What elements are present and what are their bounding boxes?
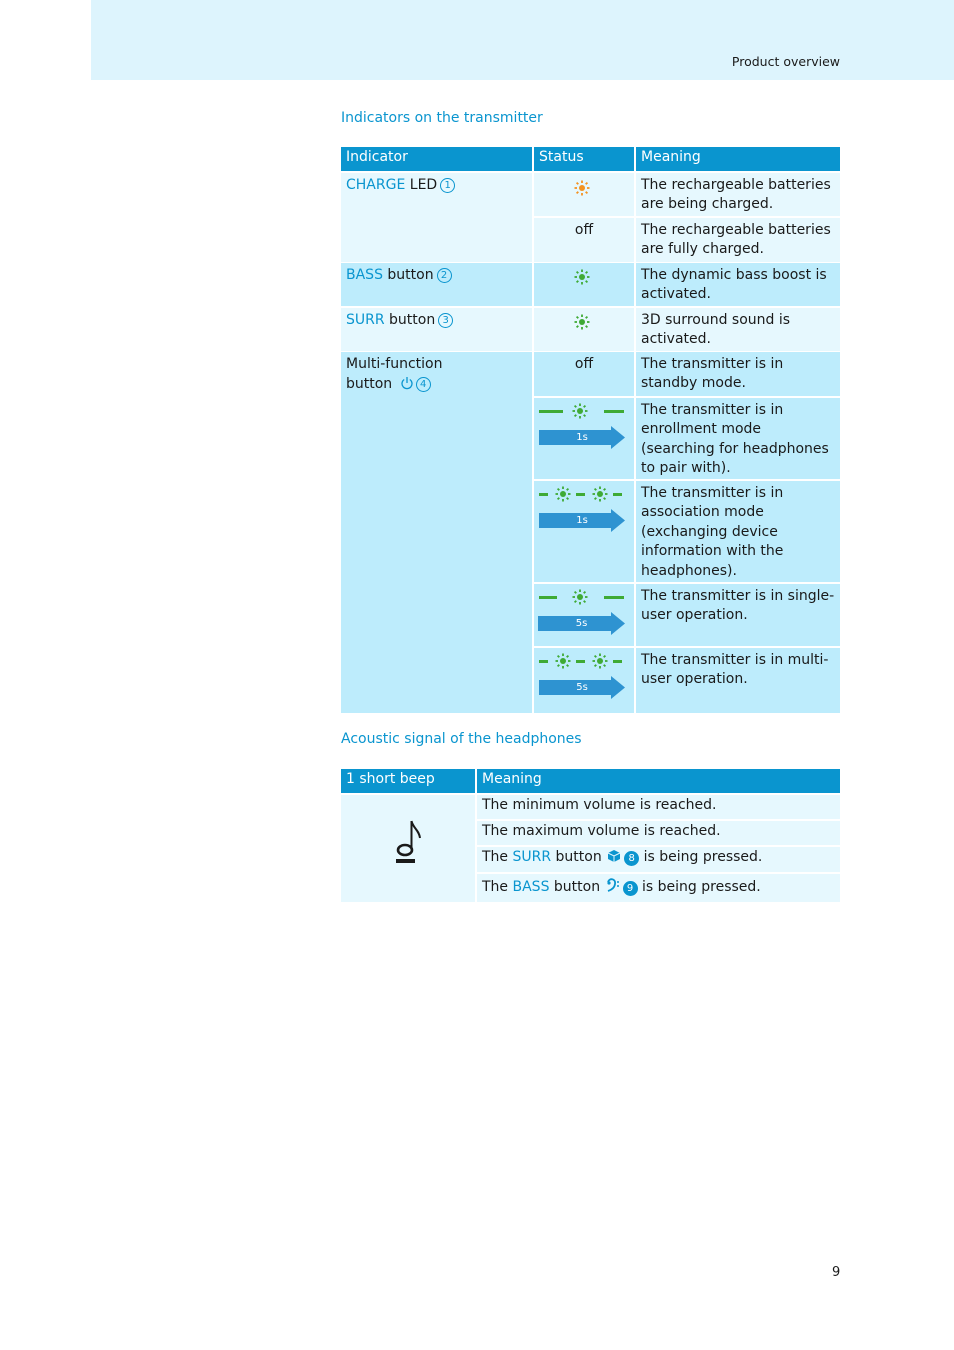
bass-suffix: button (382, 267, 434, 283)
header-meaning: Meaning (636, 147, 840, 171)
meaning-standby: The transmitter is in standby mode. (636, 352, 840, 396)
acoustic-heading: Acoustic signal of the headphones (341, 731, 582, 747)
arrow-label: 1s (576, 515, 588, 526)
orange-led-icon (574, 180, 590, 196)
arrow-1s (539, 426, 625, 449)
multi-line2: button (346, 376, 393, 393)
dash-short (539, 660, 548, 663)
arrow-5s (539, 676, 625, 699)
circled-number-4: 4 (416, 377, 431, 392)
dash-short (539, 493, 548, 496)
green-led-icon (572, 589, 588, 605)
acoustic-row-min-volume: The minimum volume is reached. (477, 795, 840, 819)
dash-long (539, 596, 557, 599)
surround-cube-icon (607, 849, 621, 863)
status-off: off (534, 218, 634, 262)
surr-post: is being pressed. (639, 849, 763, 865)
meaning-multi-user: The transmitter is in multi-user operation. (636, 648, 840, 713)
multi-line1: Multi-function (346, 356, 443, 372)
arrow-label: 5s (576, 682, 588, 693)
status-enrollment (534, 398, 634, 479)
arrow-label: 5s (575, 618, 588, 629)
page-number: 9 (832, 1265, 841, 1280)
meaning-surr: 3D surround sound is activated. (636, 308, 840, 351)
status-multi-user (534, 648, 634, 713)
surr-name: SURR (512, 849, 552, 865)
bass-name: BASS (512, 879, 550, 895)
music-note-icon (394, 818, 424, 864)
surr-name: SURR (346, 312, 385, 328)
surr-suffix: button (384, 312, 436, 328)
green-led-icon (592, 653, 608, 669)
dash-short (576, 493, 585, 496)
dash-short (613, 493, 622, 496)
green-led-icon (555, 653, 571, 669)
acoustic-row-surr (477, 847, 840, 872)
status-surr (534, 308, 634, 351)
meaning-bass: The dynamic bass boost is activated. (636, 263, 840, 306)
header-acoustic-meaning: Meaning (477, 769, 840, 793)
meaning-single-user: The transmitter is in single-user operation. (636, 584, 840, 646)
indicator-charge-led (341, 173, 532, 262)
green-led-icon (572, 403, 588, 419)
arrow-5s (538, 612, 625, 635)
bass-name: BASS (346, 267, 383, 283)
meaning-association: The transmitter is in association mode (exchanging device information with the headphones). (636, 481, 840, 582)
dash-short (613, 660, 622, 663)
acoustic-row-max-volume: The maximum volume is reached. (477, 821, 840, 845)
indicator-surr-button (341, 308, 532, 351)
status-bass (534, 263, 634, 306)
section-label: Product overview (731, 54, 840, 69)
acoustic-row-bass (477, 874, 840, 902)
status-standby: off (534, 352, 634, 396)
arrow-label: 1s (576, 432, 588, 443)
surr-mid: button (551, 849, 602, 865)
dash-long (539, 410, 563, 413)
circled-number-1: 1 (440, 178, 455, 193)
charge-suffix: LED (405, 177, 438, 193)
circled-number-2: 2 (437, 268, 452, 283)
dash-long (604, 596, 624, 599)
filled-number-9: 9 (623, 881, 638, 896)
bass-clef-icon (606, 878, 620, 893)
meaning-charged: The rechargeable batteries are fully charged. (636, 218, 840, 262)
circled-number-3: 3 (438, 313, 453, 328)
status-charging (534, 173, 634, 216)
indicator-bass-button (341, 263, 532, 306)
indicator-multi-function-button (341, 352, 532, 713)
transmitter-heading: Indicators on the transmitter (341, 110, 543, 126)
surr-pre: The (482, 849, 513, 865)
dash-short (576, 660, 585, 663)
header-short-beep: 1 short beep (341, 769, 475, 793)
header-status: Status (534, 147, 634, 171)
green-led-icon (555, 486, 571, 502)
bass-mid: button (549, 879, 601, 895)
status-single-user (534, 584, 634, 646)
filled-number-8: 8 (624, 851, 639, 866)
dash-long (604, 410, 624, 413)
arrow-1s (539, 509, 625, 532)
bass-pre: The (482, 879, 513, 895)
meaning-enrollment: The transmitter is in enrollment mode (searching for headphones to pair with). (636, 398, 840, 479)
green-led-icon (574, 269, 590, 285)
bass-post: is being pressed. (637, 879, 761, 895)
green-led-icon (592, 486, 608, 502)
status-association (534, 481, 634, 582)
meaning-charging: The rechargeable batteries are being charged. (636, 173, 840, 216)
header-indicator: Indicator (341, 147, 532, 171)
power-icon (400, 376, 414, 390)
beep-cell (341, 795, 475, 902)
charge-name: CHARGE (346, 177, 406, 193)
green-led-icon (574, 314, 590, 330)
